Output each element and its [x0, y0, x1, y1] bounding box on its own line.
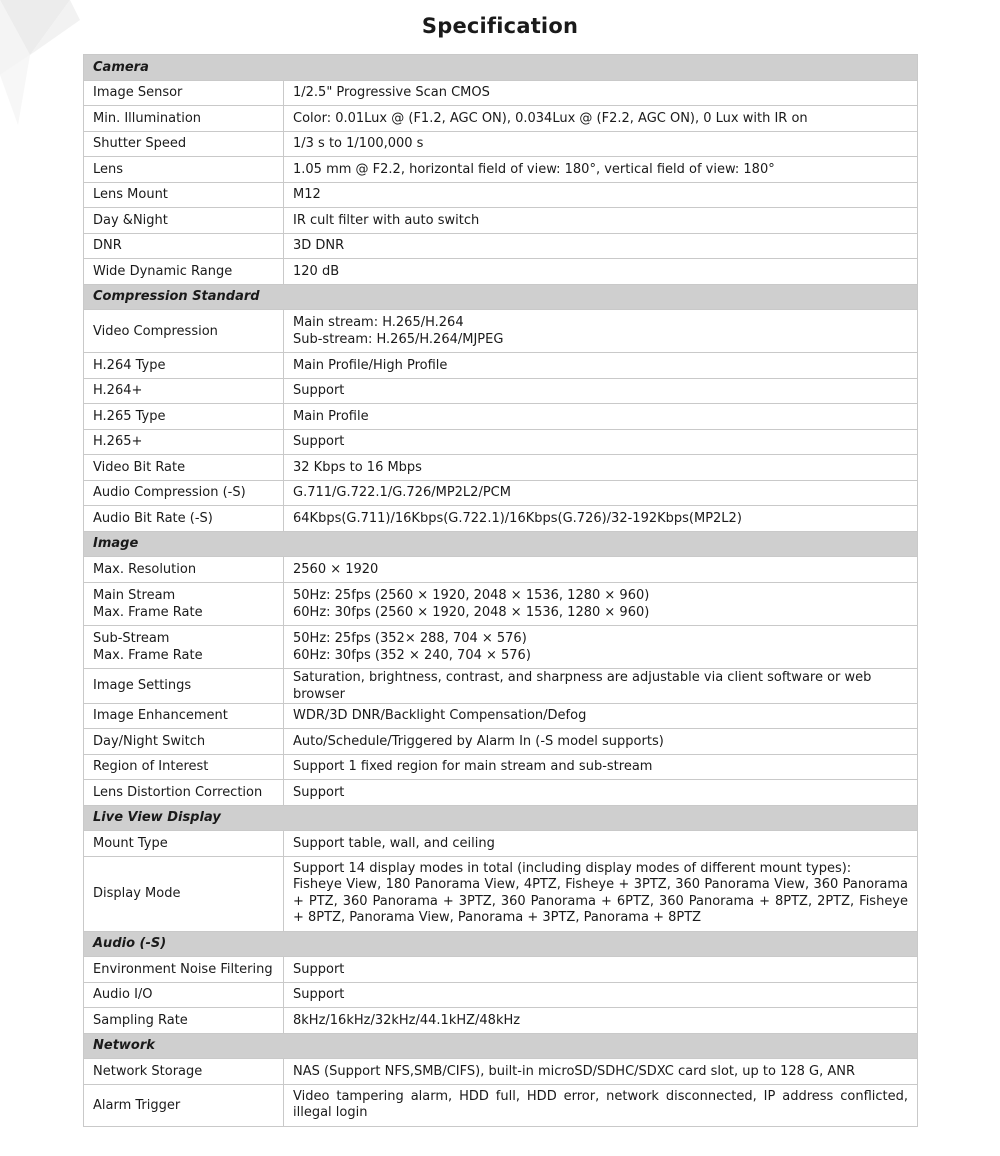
section-header-row: [84, 284, 918, 310]
spec-label-line: Video Compression: [93, 323, 218, 339]
spec-row: [84, 480, 918, 506]
spec-row: [84, 780, 918, 806]
spec-value: [284, 1008, 918, 1034]
spec-label-line: Lens Distortion Correction: [93, 784, 263, 800]
spec-row: [84, 506, 918, 532]
section-title: Audio (-S): [84, 931, 918, 957]
section-title: Camera: [84, 55, 918, 81]
spec-label-line: Lens: [93, 161, 124, 177]
spec-value: [284, 208, 918, 234]
spec-label: [84, 259, 284, 285]
section-header-row: [84, 531, 918, 557]
spec-label: [84, 754, 284, 780]
spec-label-line: Day &Night: [93, 212, 168, 228]
spec-row: [84, 754, 918, 780]
spec-label: [84, 1059, 284, 1085]
spec-row: [84, 157, 918, 183]
spec-value: [284, 754, 918, 780]
spec-value-line: Video tampering alarm, HDD full, HDD error, network disconnected, IP address conflicted, illegal login: [293, 1088, 909, 1120]
spec-label: [84, 106, 284, 132]
spec-label: [84, 378, 284, 404]
spec-value-line: 1/2.5" Progressive Scan CMOS: [293, 85, 490, 101]
spec-value: [284, 378, 918, 404]
spec-row: [84, 455, 918, 481]
spec-value-line: 3D DNR: [293, 238, 345, 254]
spec-label: [84, 729, 284, 755]
spec-label-line: Audio Bit Rate (-S): [93, 510, 213, 526]
spec-label: [84, 310, 284, 353]
spec-value-line: Saturation, brightness, contrast, and sharpness are adjustable via client software or web browser: [293, 669, 872, 702]
spec-label-line: Network Storage: [93, 1063, 203, 1079]
spec-label-line: Wide Dynamic Range: [93, 263, 233, 279]
spec-label: [84, 506, 284, 532]
spec-row: [84, 703, 918, 729]
spec-label: [84, 182, 284, 208]
spec-label: [84, 404, 284, 430]
spec-value: [284, 957, 918, 983]
spec-value-line: Sub-stream: H.265/H.264/MJPEG: [293, 332, 504, 347]
spec-label: [84, 1084, 284, 1126]
spec-label: [84, 208, 284, 234]
spec-value: [284, 506, 918, 532]
spec-value: [284, 856, 918, 931]
spec-value: [284, 668, 918, 703]
spec-row: [84, 233, 918, 259]
spec-value: [284, 106, 918, 132]
spec-label-line: Sub-Stream: [93, 630, 170, 646]
spec-label-line: H.265+: [93, 434, 143, 450]
spec-row: [84, 729, 918, 755]
spec-row: [84, 831, 918, 857]
spec-label: [84, 455, 284, 481]
spec-row: [84, 625, 918, 668]
spec-value-line: Support 1 fixed region for main stream and sub-stream: [293, 759, 653, 775]
spec-row: [84, 582, 918, 625]
spec-label: [84, 582, 284, 625]
page-title: Specification: [421, 14, 579, 38]
spec-value: [284, 625, 918, 668]
spec-label: [84, 157, 284, 183]
spec-value: [284, 729, 918, 755]
spec-row: [84, 378, 918, 404]
spec-value-line: IR cult filter with auto switch: [293, 212, 480, 228]
spec-row: [84, 106, 918, 132]
spec-value-line: 60Hz: 30fps (2560 × 1920, 2048 × 1536, 1280 × 960): [293, 604, 650, 620]
spec-value: [284, 131, 918, 157]
spec-label: [84, 353, 284, 379]
spec-label: [84, 856, 284, 931]
spec-value-line: Support: [293, 784, 345, 800]
spec-row: [84, 1008, 918, 1034]
spec-label: [84, 1008, 284, 1034]
spec-label: [84, 131, 284, 157]
section-title: Image: [84, 531, 918, 557]
spec-row: [84, 404, 918, 430]
spec-label-line: Max. Frame Rate: [93, 604, 203, 620]
section-title: Live View Display: [84, 805, 918, 831]
spec-label-line: Image Enhancement: [93, 708, 228, 724]
spec-value: [284, 429, 918, 455]
spec-value-line: 50Hz: 25fps (352× 288, 704 × 576): [293, 630, 527, 646]
spec-label: [84, 831, 284, 857]
spec-value: [284, 157, 918, 183]
spec-value-line: Main stream: H.265/H.264: [293, 315, 464, 330]
spec-value-line: Support: [293, 434, 345, 450]
spec-row: [84, 557, 918, 583]
specification-table: [83, 54, 918, 1127]
spec-row: [84, 982, 918, 1008]
spec-value-line: M12: [293, 187, 321, 203]
section-title: Compression Standard: [84, 284, 918, 310]
spec-value: [284, 455, 918, 481]
spec-label-line: Max. Frame Rate: [93, 647, 203, 663]
spec-value-line: 1/3 s to 1/100,000 s: [293, 136, 424, 152]
spec-value: [284, 310, 918, 353]
spec-row: [84, 259, 918, 285]
spec-value-line: Support table, wall, and ceiling: [293, 835, 495, 851]
spec-label-line: Day/Night Switch: [93, 733, 206, 749]
spec-value: [284, 182, 918, 208]
spec-value-line: Support 14 display modes in total (including display modes of different mount types):: [293, 860, 852, 876]
spec-label-line: Main Stream: [93, 587, 176, 603]
spec-value: [284, 557, 918, 583]
spec-label-line: H.264+: [93, 383, 143, 399]
spec-value: [284, 982, 918, 1008]
spec-value-line: G.711/G.722.1/G.726/MP2L2/PCM: [293, 485, 511, 501]
spec-label: [84, 780, 284, 806]
spec-value-line: Support: [293, 383, 345, 399]
spec-value: [284, 233, 918, 259]
spec-value-line: 50Hz: 25fps (2560 × 1920, 2048 × 1536, 1280 × 960): [293, 587, 650, 603]
spec-value-line: 8kHz/16kHz/32kHz/44.1kHZ/48kHz: [293, 1012, 521, 1028]
spec-label: [84, 982, 284, 1008]
spec-value: [284, 703, 918, 729]
spec-value-line: NAS (Support NFS,SMB/CIFS), built-in microSD/SDHC/SDXC card slot, up to 128 G, ANR: [293, 1063, 856, 1079]
section-header-row: [84, 931, 918, 957]
spec-value-line: Auto/Schedule/Triggered by Alarm In (-S model supports): [293, 733, 664, 749]
spec-label-line: Max. Resolution: [93, 561, 197, 577]
section-header-row: [84, 55, 918, 81]
spec-value-line: Support: [293, 987, 345, 1003]
spec-value-line: Color: 0.01Lux @ (F1.2, AGC ON), 0.034Lux @ (F2.2, AGC ON), 0 Lux with IR on: [293, 110, 808, 126]
spec-row: [84, 957, 918, 983]
spec-value-line: Fisheye View, 180 Panorama View, 4PTZ, Fisheye + 3PTZ, 360 Panorama View, 360 Panorama + PTZ, 360 Panorama + 3PTZ, 360 Panorama + 6PTZ, 360 Panorama + 8PTZ, 2PTZ, Fisheye + 8PTZ, Panorama View, Panorama + 3PTZ, Panorama + 8PTZ: [293, 877, 909, 925]
spec-label-line: Alarm Trigger: [93, 1097, 181, 1113]
spec-label: [84, 957, 284, 983]
spec-label: [84, 668, 284, 703]
spec-row: [84, 1084, 918, 1126]
spec-row: [84, 182, 918, 208]
spec-value-line: Main Profile: [293, 408, 369, 424]
spec-value-line: Main Profile/High Profile: [293, 357, 448, 373]
spec-label: [84, 233, 284, 259]
spec-value: [284, 582, 918, 625]
spec-row: [84, 353, 918, 379]
spec-value-line: 60Hz: 30fps (352 × 240, 704 × 576): [293, 647, 531, 663]
spec-value: [284, 259, 918, 285]
spec-value: [284, 404, 918, 430]
spec-label-line: H.264 Type: [93, 357, 166, 373]
spec-value: [284, 1084, 918, 1126]
spec-row: [84, 668, 918, 703]
spec-value: [284, 480, 918, 506]
spec-row: [84, 310, 918, 353]
spec-value-line: 64Kbps(G.711)/16Kbps(G.722.1)/16Kbps(G.726)/32-192Kbps(MP2L2): [293, 510, 742, 526]
spec-label-line: Lens Mount: [93, 187, 168, 203]
spec-label-line: Mount Type: [93, 835, 168, 851]
spec-value-line: 120 dB: [293, 263, 340, 279]
spec-value: [284, 1059, 918, 1085]
spec-row: [84, 429, 918, 455]
spec-label-line: H.265 Type: [93, 408, 166, 424]
spec-value: [284, 780, 918, 806]
spec-label: [84, 480, 284, 506]
spec-label: [84, 80, 284, 106]
spec-label-line: Shutter Speed: [93, 136, 187, 152]
spec-label-line: Region of Interest: [93, 759, 209, 775]
spec-label-line: Image Sensor: [93, 85, 183, 101]
spec-label-line: Audio Compression (-S): [93, 485, 246, 501]
spec-label: [84, 429, 284, 455]
section-header-row: [84, 1033, 918, 1059]
spec-value-line: WDR/3D DNR/Backlight Compensation/Defog: [293, 708, 587, 724]
spec-label-line: DNR: [93, 238, 122, 254]
spec-value-line: 1.05 mm @ F2.2, horizontal field of view: 180°, vertical field of view: 180°: [293, 161, 775, 177]
spec-value: [284, 80, 918, 106]
section-title: Network: [84, 1033, 918, 1059]
spec-label-line: Min. Illumination: [93, 110, 202, 126]
spec-row: [84, 131, 918, 157]
spec-label: [84, 625, 284, 668]
spec-row: [84, 208, 918, 234]
spec-row: [84, 856, 918, 931]
spec-label-line: Image Settings: [93, 678, 192, 693]
spec-label-line: Video Bit Rate: [93, 459, 186, 475]
spec-label-line: Environment Noise Filtering: [93, 961, 273, 977]
spec-row: [84, 80, 918, 106]
spec-value-line: 32 Kbps to 16 Mbps: [293, 459, 422, 475]
spec-value: [284, 831, 918, 857]
spec-label-line: Sampling Rate: [93, 1012, 188, 1028]
spec-row: [84, 1059, 918, 1085]
spec-value-line: Support: [293, 961, 345, 977]
spec-label-line: Audio I/O: [93, 987, 153, 1003]
spec-value-line: 2560 × 1920: [293, 561, 379, 577]
spec-label: [84, 703, 284, 729]
spec-value: [284, 353, 918, 379]
section-header-row: [84, 805, 918, 831]
spec-label: [84, 557, 284, 583]
spec-label-line: Display Mode: [93, 886, 181, 901]
